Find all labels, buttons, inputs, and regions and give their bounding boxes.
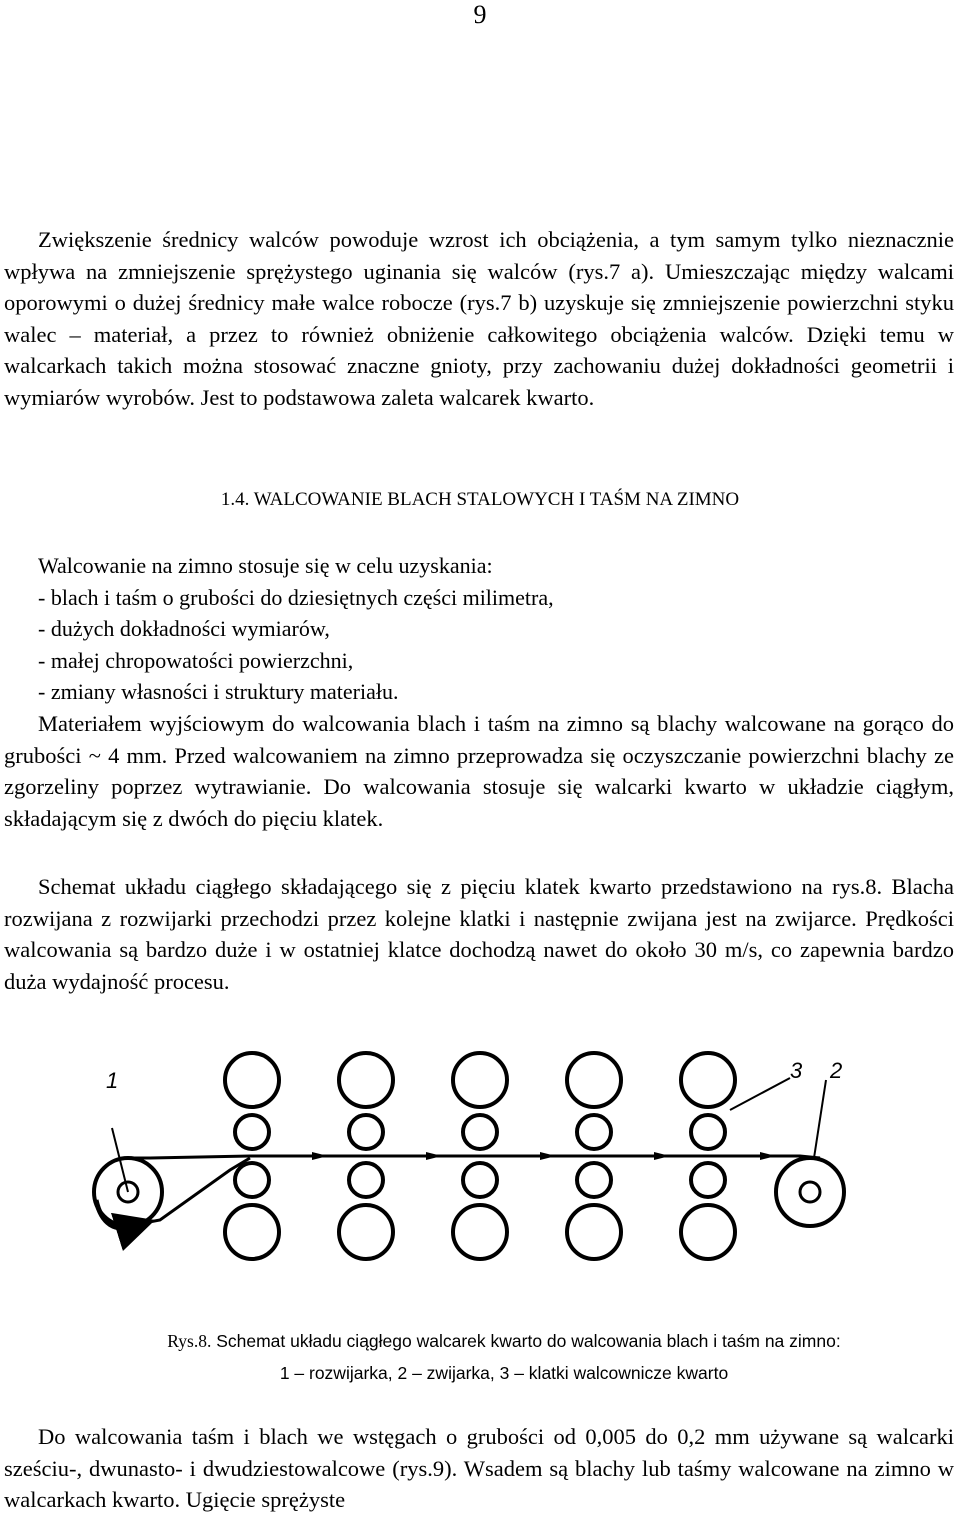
rolling-mill-diagram bbox=[0, 1040, 960, 1320]
caption-prefix: Rys.8. bbox=[167, 1331, 212, 1351]
figure-caption-line2: 1 – rozwijarka, 2 – zwijarka, 3 – klatki walcownicze kwarto bbox=[279, 1363, 729, 1383]
label-2: 2 bbox=[830, 1058, 843, 1083]
label-1: 1 bbox=[106, 1068, 119, 1093]
schema-paragraph: Schemat układu ciągłego składającego się z pięciu klatek kwarto przedstawiono na rys.8. Blacha rozwijana z rozwijarki przechodzi przez kolejne klatki i następnie zwijana jest na zwijarce. Prędkości walcowania są bardzo duże i w ostatniej klatce dochodzą nawet do około 30 m/s, co zapewnia bardzo duża wydajność procesu. bbox=[4, 874, 954, 994]
list-item: - blach i taśm o grubości do dziesiętnych części milimetra, bbox=[38, 584, 554, 610]
section-heading: 1.4. WALCOWANIE BLACH STALOWYCH I TAŚM NA ZIMNO bbox=[220, 489, 740, 510]
list-intro: Walcowanie na zimno stosuje się w celu uzyskania: bbox=[38, 553, 493, 578]
material-paragraph: Materiałem wyjściowym do walcowania blach i taśm na zimno są blachy walcowane na gorąco do grubości ~ 4 mm. Przed walcowaniem na zimno przeprowadza się oczyszczanie powierzchni blachy ze zgorzeliny poprzez wytrawianie. Do walcowania stosuje się walcarki kwarto w układzie ciągłym, składającym się z dwóch do pięciu klatek. bbox=[4, 711, 954, 831]
list-item: - małej chropowatości powierzchni, bbox=[38, 647, 354, 673]
figure-caption-line1 bbox=[0, 1325, 960, 1357]
label-3: 3 bbox=[790, 1058, 803, 1083]
caption-text: Schemat układu ciągłego walcarek kwarto do walcowania blach i taśm na zimno: bbox=[211, 1331, 841, 1351]
list-item: - dużych dokładności wymiarów, bbox=[38, 616, 330, 641]
intro-paragraph: Zwiększenie średnicy walców powoduje wzrost ich obciążenia, a tym samym tylko nieznacznie wpływa na zmniejszenie sprężystego uginania się walców (rys.7 a). Umieszczając między walcami oporowymi o dużej średnicy małe walce robocze (rys.7 b) uzyskuje się zmniejszenie powierzchni styku walec – materiał, a przez to również obniżenie całkowitego obciążenia walców. Dzięki temu w walcarkach takich można stosować znaczne gnioty, przy zachowaniu dużej dokładności geometrii i wymiarów wyrobów. Jest to podstawowa zaleta walcarek kwarto. bbox=[4, 227, 954, 410]
list-item: - zmiany własności i struktury materiału. bbox=[38, 679, 399, 704]
final-paragraph: Do walcowania taśm i blach we wstęgach o grubości od 0,005 do 0,2 mm używane są walcarki sześciu-, dwunasto- i dwudziestowalcowe (rys.9). Wsadem są blachy lub taśmy walcowane na zimno w walcarkach kwarto. Ugięcie sprężyste bbox=[4, 1424, 954, 1512]
page-number: 9 bbox=[473, 0, 487, 29]
requirements-list bbox=[38, 550, 554, 708]
coiler-icon bbox=[776, 1158, 844, 1226]
